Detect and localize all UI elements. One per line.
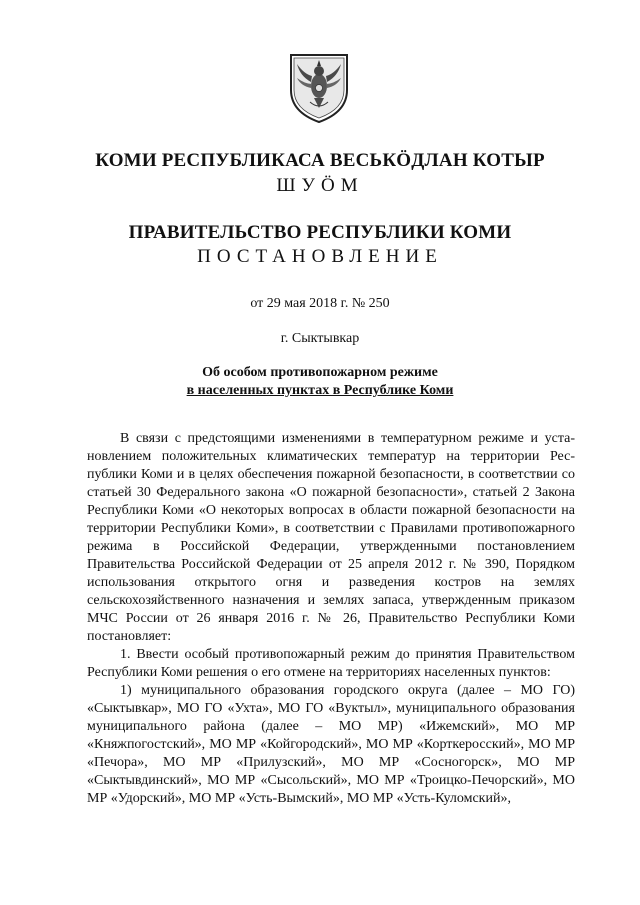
komi-coat-of-arms-icon xyxy=(288,52,350,124)
clause-1-1-paragraph: 1) муниципального образования городского округа (далее – МО ГО) «Сыктывкар», МО ГО «Ухта», МО ГО «Вуктыл», муниципального образования муниципального района (далее – МО МР) «Ижемский», МО МР «Княжпогостский», МО МР «Койгородский», МО МР «Корткеросский», МО МР «Печора», МО МР «Прилузский», МО МР «Сосногорск», МО МР «Сыктывдинский», МО МР «Сысольский», МО МР «Троицко-Печорский», МО МР «Удорский», МО МР «Усть-Вымский», МО МР «Усть-Куломский», xyxy=(87,683,575,806)
subject-line-2: в населенных пунктах в Республике Коми xyxy=(186,383,454,398)
russian-government-title: ПРАВИТЕЛЬСТВО РЕСПУБЛИКИ КОМИ xyxy=(128,222,512,243)
clause-1-paragraph: 1. Ввести особый противопожарный режим до принятия Правительством Республики Коми решения о его отмене на территориях населенных пунктов: xyxy=(87,647,575,680)
document-place: г. Сыктывкар xyxy=(280,331,360,346)
document-body xyxy=(87,430,575,808)
subject-line-1: Об особом противопожарном режиме xyxy=(202,365,438,380)
preamble-paragraph: В связи с предстоящими изменениями в температурном режиме и установлением положительных климатических температур на территории Республики Коми и в целях обеспечения пожарной безопасности, в соответствии со статьей 30 Федерального закона «О пожарной безопасности», статьей 2 Закона Республики Коми «О некоторых вопросах в области пожарной безопасности на территории Республики Коми», в соответствии с Правилами противопожарного режима в Российской Федерации, утвержденными постановлением Правительства Российской Федерации от 25 апреля 2012 г. № 390, Порядком использования открытого огня и разведения костров на землях сельскохозяйственного назначения и землях запаса, утвержденным приказом МЧС России от 26 января 2016 г. № 26, Правительство Республики Коми постановляет: xyxy=(87,431,575,644)
komi-decree-label: ШУӦМ xyxy=(276,175,364,196)
russian-decree-label: ПОСТАНОВЛЕНИЕ xyxy=(197,246,443,267)
komi-government-title: КОМИ РЕСПУБЛИКАСА ВЕСЬКӦДЛАН КОТЫР xyxy=(95,150,545,171)
document-subject xyxy=(0,364,640,400)
document-date-number: от 29 мая 2018 г. № 250 xyxy=(250,296,390,311)
